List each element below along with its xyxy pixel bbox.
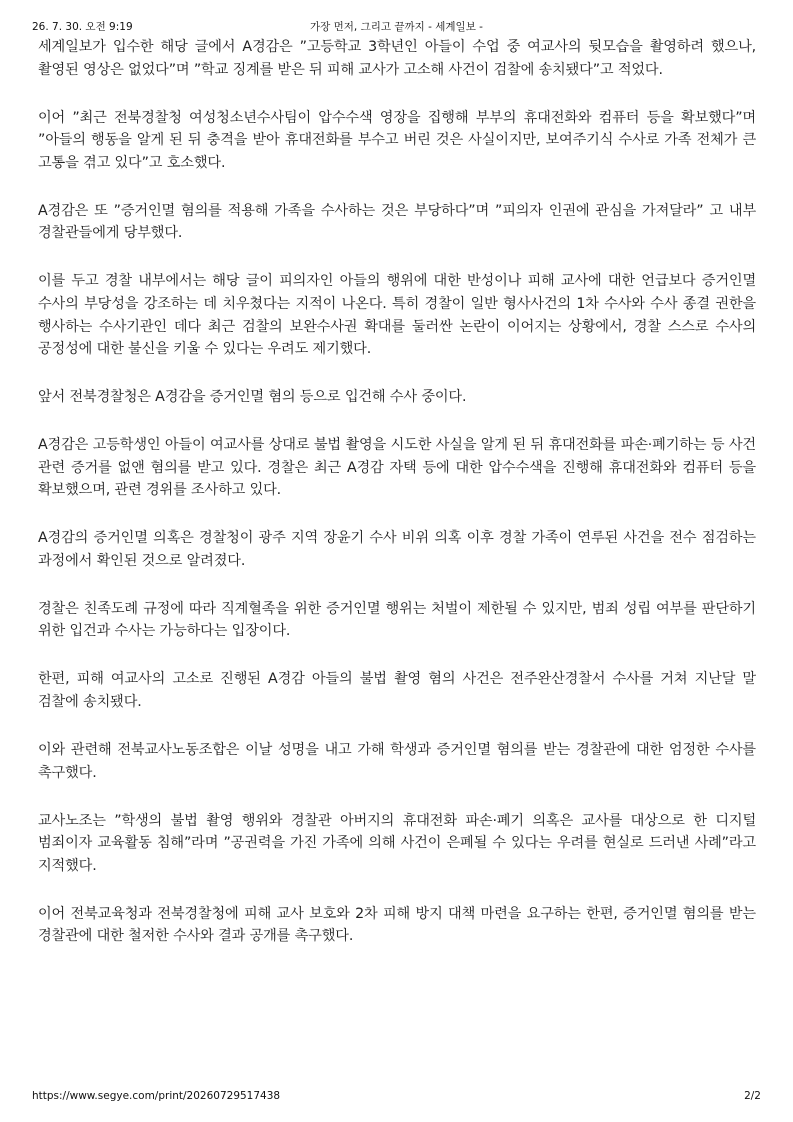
article-paragraph: A경감은 또 ”증거인멸 혐의를 적용해 가족을 수사하는 것은 부당하다”며 ”피의자 인권에 관심을 가져달라” 고 내부 경찰관들에게 당부했다. <box>38 202 756 242</box>
article-paragraph: A경감의 증거인멸 의혹은 경찰청이 광주 지역 장윤기 수사 비위 의혹 이후 경찰 가족이 연루된 사건을 전수 점검하는 과정에서 확인된 것으로 알려졌다. <box>38 530 756 569</box>
article-paragraph: 경찰은 친족도례 규정에 따라 직계혈족을 위한 증거인멸 행위는 처벌이 제한될 수 있지만, 범죄 성립 여부를 판단하기 위한 입건과 수사는 가능하다는 입장이다. <box>38 600 756 640</box>
article-paragraph: 앞서 전북경찰청은 A경감을 증거인멸 혐의 등으로 입건해 수사 중이다. <box>38 389 467 406</box>
article-paragraph: A경감은 고등학생인 아들이 여교사를 상대로 불법 촬영을 시도한 사실을 알게 된 뒤 휴대전화를 파손·폐기하는 등 사건 관련 증거를 없앤 혐의를 받고 있다. 경찰은 최근 A경감 자택 등에 대한 압수수색을 진행해 휴대전화와 컴퓨터 등을 확보했으며, 관련 경위를 조사하고 있다. <box>38 437 756 499</box>
article-body <box>38 36 756 973</box>
article-paragraph: 교사노조는 ”학생의 불법 촬영 행위와 경찰관 아버지의 휴대전화 파손·폐기 의혹은 교사를 대상으로 한 디지털 범죄이자 교육활동 침해”라며 ”공권력을 가진 가족에 의해 사건이 은폐될 수 있다는 우려를 현실로 드러낸 사례”라고 지적했다. <box>38 812 756 874</box>
article-paragraph: 이어 ”최근 전북경찰청 여성청소년수사팀이 압수수색 영장을 집행해 부부의 휴대전화와 컴퓨터 등을 확보했다”며 ”아들의 행동을 알게 된 뒤 충격을 받아 휴대전화를 부수고 버린 것은 사실이지만, 보여주기식 수사로 가족 전체가 큰 고통을 겪고 있다”고 호소했다. <box>38 109 756 171</box>
article-paragraph: 세계일보가 입수한 해당 글에서 A경감은 ”고등학교 3학년인 아들이 수업 중 여교사의 뒷모습을 촬영하려 했으나, 촬영된 영상은 없었다”며 ”학교 징계를 받은 뒤 피해 교사가 고소해 사건이 검찰에 송치됐다”고 적었다. <box>38 39 756 78</box>
print-datetime: 26. 7. 30. 오전 9:19 <box>32 21 133 33</box>
article-paragraph: 이어 전북교육청과 전북경찰청에 피해 교사 보호와 2차 피해 방지 대책 마련을 요구하는 한편, 증거인멸 혐의를 받는 경찰관에 대한 철저한 수사와 결과 공개를 촉구했다. <box>38 905 756 945</box>
page-number: 2/2 <box>744 1090 761 1102</box>
article-paragraph: 이를 두고 경찰 내부에서는 해당 글이 피의자인 아들의 행위에 대한 반성이나 피해 교사에 대한 언급보다 증거인멸 수사의 부당성을 강조하는 데 치우쳤다는 지적이 나온다. 특히 경찰이 일반 형사사건의 1차 수사와 수사 종결 권한을 행사하는 수사기관인 데다 최근 검찰의 보완수사권 확대를 둘러싼 논란이 이어지는 상황에서, 경찰 스스로 수사의 공정성에 대한 불신을 키울 수 있다는 우려도 제기했다. <box>38 273 756 358</box>
source-url: https://www.segye.com/print/20260729517438 <box>32 1090 281 1102</box>
page-title: 가장 먼저, 그리고 끝까지 - 세계일보 - <box>310 21 483 33</box>
article-paragraph: 이와 관련해 전북교사노동조합은 이날 성명을 내고 가해 학생과 증거인멸 혐의를 받는 경찰관에 대한 엄정한 수사를 촉구했다. <box>38 741 756 781</box>
print-footer <box>32 1090 761 1104</box>
article-paragraph: 한편, 피해 여교사의 고소로 진행된 A경감 아들의 불법 촬영 혐의 사건은 전주완산경찰서 수사를 거쳐 지난달 말 검찰에 송치됐다. <box>38 671 756 710</box>
print-header <box>32 19 761 33</box>
